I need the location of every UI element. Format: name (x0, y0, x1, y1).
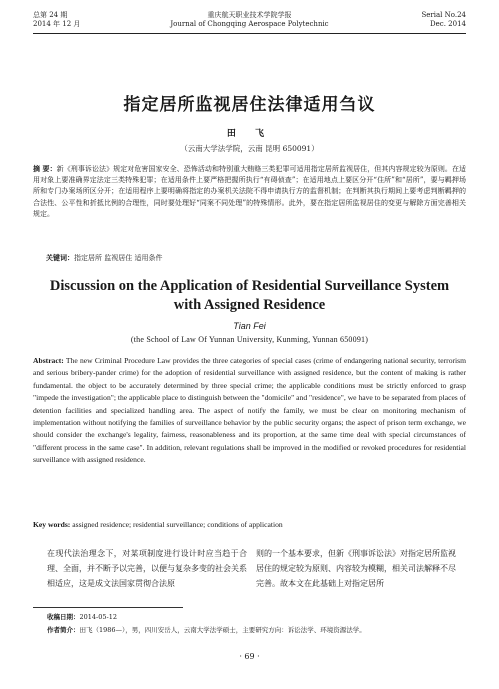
abstract-en (33, 355, 466, 467)
header-issue-number: 总第 24 期 (33, 11, 68, 19)
running-header (33, 10, 466, 36)
author-name-en: Tian Fei (233, 321, 266, 331)
footnote-received (47, 612, 466, 622)
author-affiliation-cn: （云南大学法学院，云南 昆明 650091） (180, 144, 319, 153)
keywords-en-text: assigned residence; residential surveillance; conditions of application (70, 520, 283, 529)
abstract-cn (33, 163, 466, 220)
header-serial-number: Serial No.24 (421, 11, 466, 19)
paper-title-en: Discussion on the Application of Residential Surveillance System with Assigned Residence (49, 278, 450, 313)
journal-name (33, 11, 466, 29)
author-affiliation-en: (the School of Law Of Yunnan University, Kunming, Yunnan 650091) (130, 335, 369, 344)
footnote-author-text: 田飞（1986—），男，四川安岳人，云南大学法学硕士，主要研究方向：诉讼法学、环境资源法学。 (79, 626, 366, 634)
journal-name-en: Journal of Chongqing Aerospace Polytechnic (170, 20, 329, 28)
page-number: · 69 · (239, 652, 260, 661)
header-rule (33, 33, 466, 34)
abstract-cn-label: 摘 要： (33, 164, 57, 173)
header-serial-info (421, 11, 466, 29)
footnote-received-text: 2014-05-12 (79, 613, 117, 621)
header-issue-date: 2014 年 12 月 (33, 20, 81, 28)
paper-title-cn: 指定居所监视居住法律适用刍议 (123, 95, 376, 115)
keywords-cn (46, 253, 466, 263)
footnote-rule (33, 607, 183, 608)
body-column-left: 在现代法治理念下，对某项制度进行设计时应当趋于合理、全面，并不断予以完善，以便与复杂多变的社会关系相适应，这是成文法国家贯彻合法原 (47, 549, 247, 588)
header-serial-date: Dec. 2014 (430, 20, 466, 28)
journal-name-cn: 重庆航天职业技术学院学报 (207, 11, 292, 19)
body-column-right: 则的一个基本要求，但新《刑事诉讼法》对指定居所监视居住的规定较为原则、内容较为模糊，相关司法解释不尽完善。故本文在此基础上对指定居所 (256, 549, 456, 588)
footnote-received-label: 收稿日期： (47, 613, 80, 621)
keywords-en (33, 520, 466, 529)
footnote-author-label: 作者简介： (47, 626, 80, 634)
keywords-cn-label: 关键词： (46, 253, 74, 262)
author-name-cn: 田 飞 (226, 129, 273, 139)
abstract-en-text: The new Criminal Procedure Law provides the three categories of special cases (crime of endangering national security, terrorism and serious bribery-pander crime) for the adoption of residential surveillance with assigned residence, but the content of making is rather fundamental. the object to be accurately determined by three special crime; the applicable conditions must be strictly enforced to grasp "impede the investigation"; the applicable place to distinguish between the "domicile" and "residence", we have to be separated from places of detention facilities and specialized handling area. The aspect of notify the family, we must be clear on monitoring mechanism of implementation without notifying the families of surveillance behavior by the public security organs; the aspect of prison term exchange, we should consider the exchange's legality, fairness, reasonableness and its proportion, at the same time deal with special circumstances of "different process in the same case". In addition, relevant regulations shall be improved in the modified or revoked procedures for residential surveillance with assigned residence. (33, 356, 466, 465)
keywords-cn-text: 指定居所 监视居住 适用条件 (74, 254, 163, 262)
abstract-cn-text: 新《刑事诉讼法》规定对危害国家安全、恐怖活动和特别重大贿赂三类犯罪可适用指定居所监视居住，但其内容规定较为原则。在适用对象上要准确界定法定三类特殊犯罪；在适用条件上要严格把握所执行“有碍侦查”；在适用地点上要区分开“住所”和“居所”，要与羁押场所和专门办案场所区分开；在适用程序上要明确将指定的办案机关法院不得申请执行方的监督机制；在判断其执行期间上要考虑判断羁押的合法性、公平性和折抵比例的合理性，同时要处理好“同案不同处理”的特殊情形。此外，要在指定居所监视居住的变更与解除方面完善相关规定。 (33, 165, 466, 218)
abstract-en-label: Abstract: (33, 356, 64, 365)
footnote-author-bio (47, 625, 466, 635)
keywords-en-label: Key words: (33, 520, 71, 529)
